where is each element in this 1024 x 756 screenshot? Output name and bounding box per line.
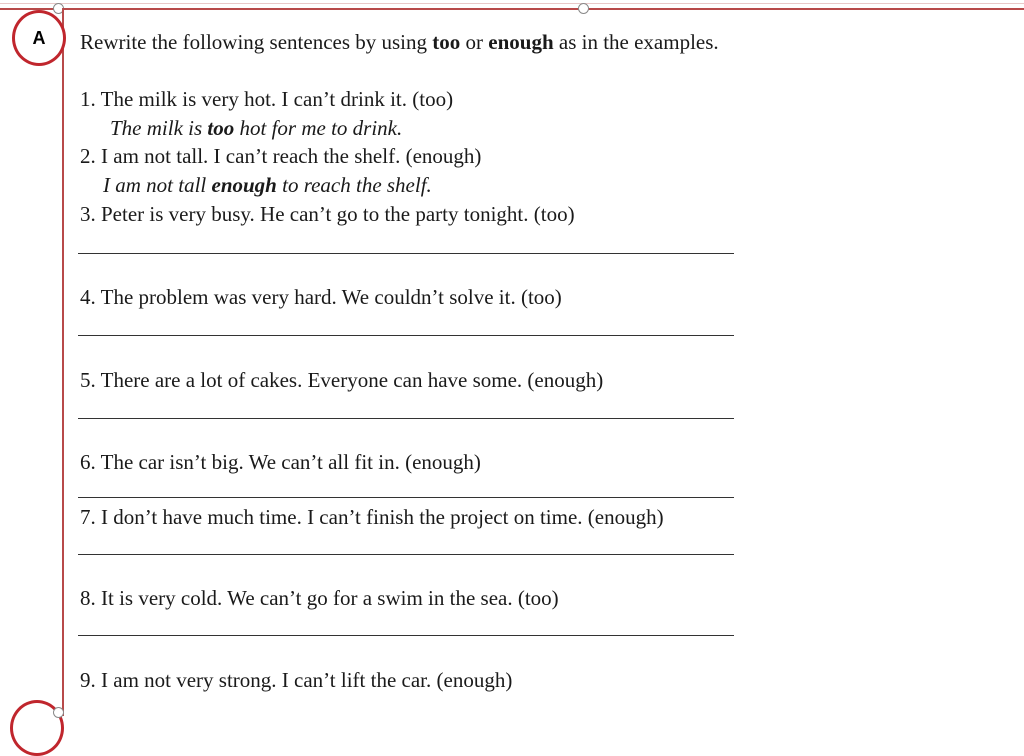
exercise-item-4: 4. The problem was very hard. We couldn’t solve it. (too) (80, 285, 562, 309)
example-2-keyword: enough (211, 173, 277, 197)
top-faint-rule (0, 3, 1024, 4)
instruction-text (80, 30, 719, 55)
exercise-item-7: 7. I don’t have much time. I can’t finish the project on time. (enough) (80, 505, 664, 529)
example-1-post: hot for me to drink. (234, 116, 403, 140)
exercise-item-9: 9. I am not very strong. I can’t lift the car. (enough) (80, 668, 513, 692)
exercise-item-8: 8. It is very cold. We can’t go for a swim in the sea. (too) (80, 586, 559, 610)
section-letter: A (32, 28, 46, 48)
resize-handle-bottom[interactable] (53, 707, 64, 718)
left-margin-rule (62, 8, 64, 716)
exercise-item-2: 2. I am not tall. I can’t reach the shelf. (enough) (80, 144, 482, 168)
example-1-keyword: too (207, 116, 235, 140)
answer-line-3[interactable] (78, 253, 734, 254)
example-answer-1 (110, 116, 402, 141)
instruction-lead: Rewrite the following sentences by using (80, 30, 433, 54)
exercise-item-1: 1. The milk is very hot. I can’t drink it. (too) (80, 87, 454, 111)
example-1-pre: The milk is (110, 116, 208, 140)
answer-line-6[interactable] (78, 497, 734, 498)
keyword-enough: enough (488, 30, 554, 54)
top-rule (0, 8, 1024, 10)
example-answer-2 (103, 173, 432, 198)
exercise-item-3: 3. Peter is very busy. He can’t go to the party tonight. (too) (80, 202, 575, 226)
example-2-pre: I am not tall (103, 173, 212, 197)
instruction-tail: as in the examples. (553, 30, 719, 54)
resize-handle-top[interactable] (578, 3, 589, 14)
instruction-mid: or (460, 30, 489, 54)
answer-line-5[interactable] (78, 418, 734, 419)
exercise-item-6: 6. The car isn’t big. We can’t all fit in. (enough) (80, 450, 481, 474)
answer-line-8[interactable] (78, 635, 734, 636)
answer-line-7[interactable] (78, 554, 734, 555)
answer-line-4[interactable] (78, 335, 734, 336)
example-2-post: to reach the shelf. (276, 173, 432, 197)
exercise-item-5: 5. There are a lot of cakes. Everyone can have some. (enough) (80, 368, 604, 392)
section-badge (12, 10, 66, 66)
keyword-too: too (432, 30, 461, 54)
